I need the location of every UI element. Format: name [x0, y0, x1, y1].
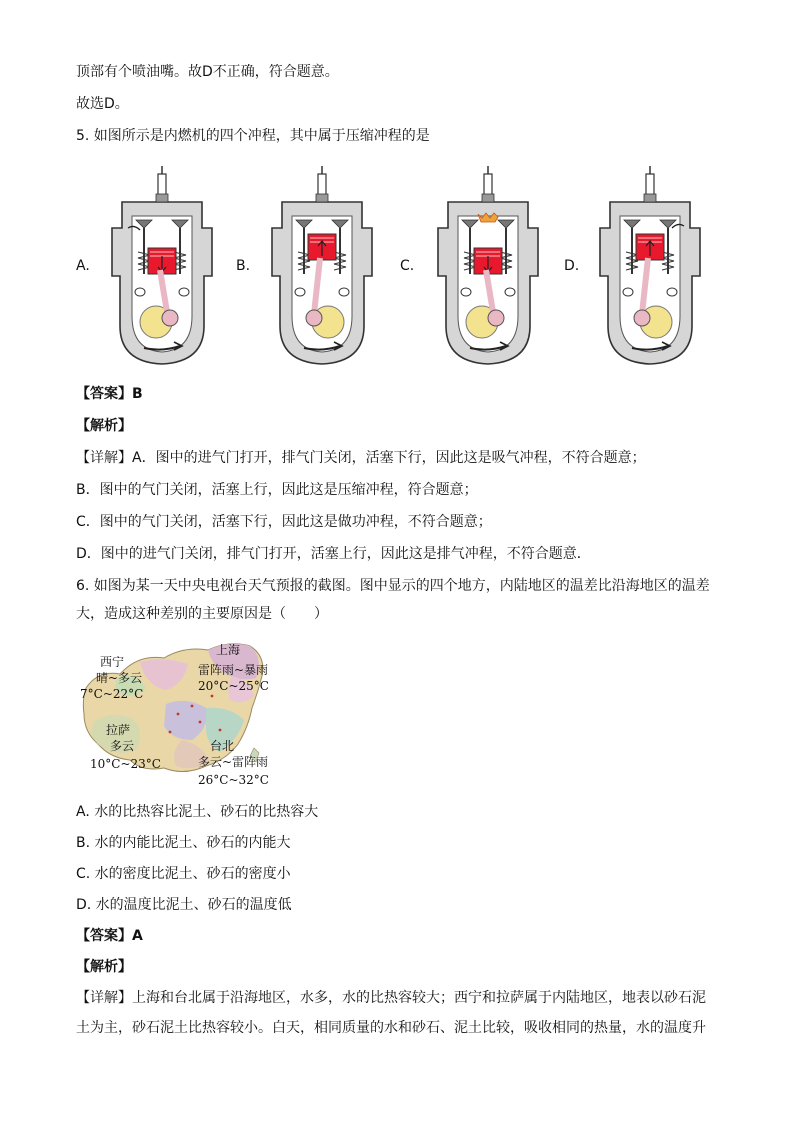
map-label-lasa-weather: 多云: [110, 739, 135, 753]
question-5: 5. 如图所示是内燃机的四个冲程，其中属于压缩冲程的是: [76, 128, 430, 144]
detail-5-b: B．图中的气门关闭，活塞上行，因此这是压缩冲程，符合题意；: [76, 482, 478, 498]
engine-label-a: A.: [76, 258, 90, 274]
detail-5-d: D．图中的进气门关闭，排气门打开，活塞上行，因此这是排气冲程，不符合题意．: [76, 546, 591, 562]
engine-b: [254, 166, 390, 370]
map-label-lasa: 拉萨: [106, 723, 131, 737]
map-label-xining: 西宁: [100, 655, 125, 669]
engine-a: [94, 166, 230, 370]
map-label-shanghai: 上海: [216, 643, 241, 657]
map-label-shanghai-weather: 雷阵雨~暴雨: [198, 663, 269, 677]
option-6-c: C. 水的密度比泥土、砂石的密度小: [76, 866, 291, 882]
answer-6: 【答案】A: [76, 928, 143, 944]
option-6-b: B. 水的内能比泥土、砂石的内能大: [76, 835, 291, 851]
weather-map: [80, 636, 270, 788]
question-6-line-2: 大，造成这种差别的主要原因是（ ）: [76, 606, 328, 622]
detail-5-a: 【详解】A．图中的进气门打开，排气门关闭，活塞下行，因此这是吸气冲程，不符合题意；: [76, 450, 646, 466]
question-6-line-1: 6. 如图为某一天中央电视台天气预报的截图。图中显示的四个地方，内陆地区的温差比沿海地区的温差: [76, 578, 710, 594]
detail-6-line-2: 土为主，砂石泥土比热容较小。白天，相同质量的水和砂石、泥土比较，吸收相同的热量，水的温度升: [76, 1020, 706, 1036]
engine-d: [582, 166, 718, 370]
engine-label-b: B.: [236, 258, 251, 274]
engine-label-d: D.: [564, 258, 580, 274]
detail-5-c: C．图中的气门关闭，活塞下行，因此这是做功冲程，不符合题意；: [76, 514, 492, 530]
analysis-5-heading: 【解析】: [76, 418, 132, 434]
option-6-d: D. 水的温度比泥土、砂石的温度低: [76, 897, 292, 913]
engine-c: [420, 166, 556, 370]
map-label-taibei-temp: 26°C~32°C: [198, 773, 269, 787]
map-label-xining-weather: 晴~多云: [96, 671, 143, 685]
map-label-shanghai-temp: 20°C~25°C: [198, 679, 269, 693]
map-label-taibei-weather: 多云~雷阵雨: [198, 755, 269, 769]
text-line-1: 顶部有个喷油嘴。故D不正确，符合题意。: [76, 64, 339, 80]
map-label-taibei: 台北: [210, 739, 235, 753]
text-line-2: 故选D。: [76, 96, 129, 112]
engine-label-c: C.: [400, 258, 415, 274]
answer-5: 【答案】B: [76, 386, 143, 402]
detail-6-line-1: 【详解】上海和台北属于沿海地区，水多，水的比热容较大；西宁和拉萨属于内陆地区，地表以砂石泥: [76, 990, 706, 1006]
map-label-xining-temp: 7°C~22°C: [80, 687, 144, 701]
map-label-lasa-temp: 10°C~23°C: [90, 757, 161, 771]
option-6-a: A. 水的比热容比泥土、砂石的比热容大: [76, 804, 319, 820]
engine-strokes-figure: [76, 166, 716, 370]
analysis-6-heading: 【解析】: [76, 959, 132, 975]
